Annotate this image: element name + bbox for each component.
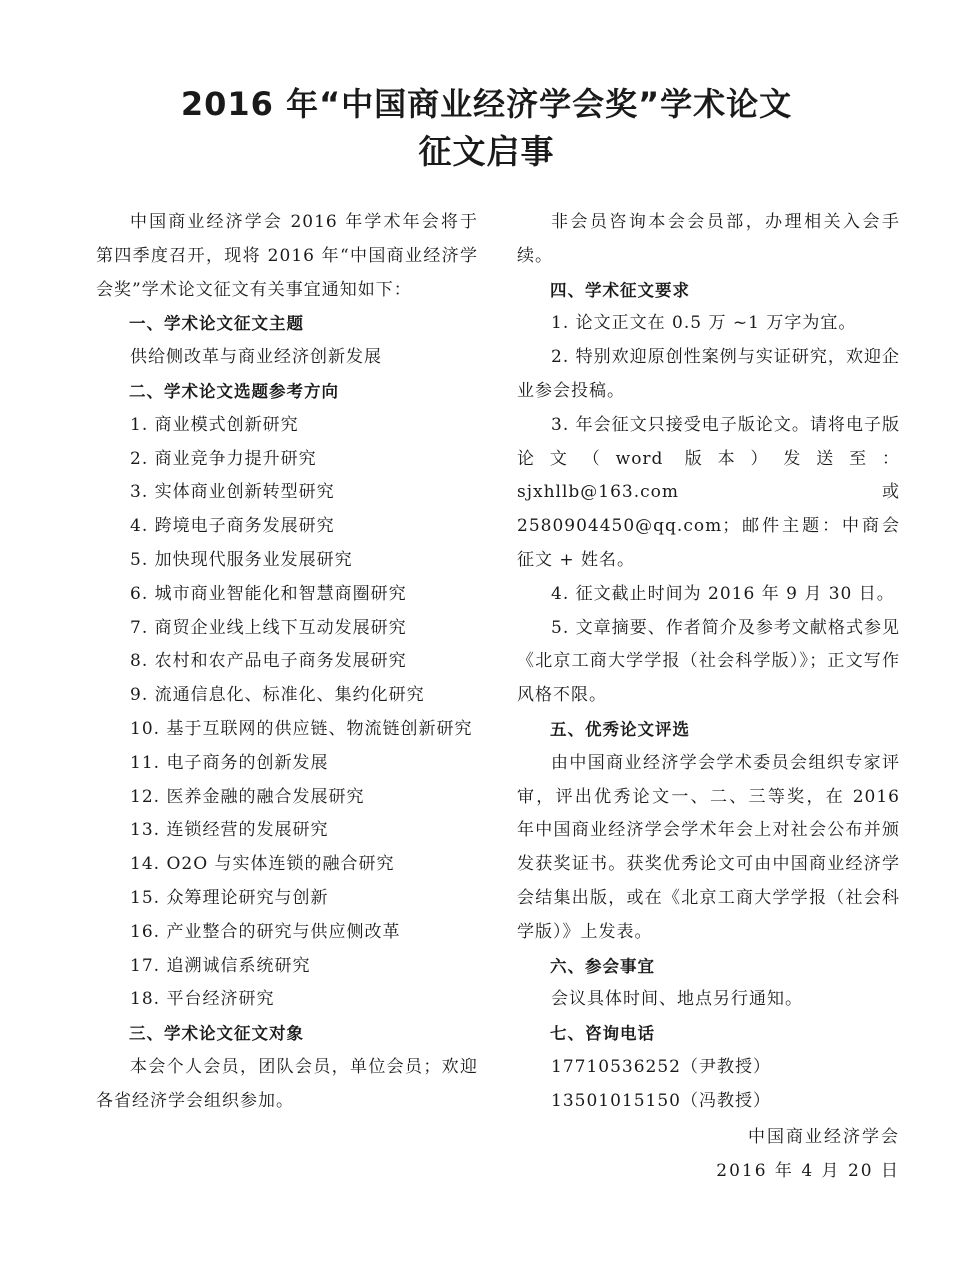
topic-item: 6. 城市商业智能化和智慧商圈研究 — [130, 583, 407, 604]
topic-item: 17. 追溯诚信系统研究 — [130, 955, 311, 976]
topic-item: 10. 基于互联网的供应链、物流链创新研究 — [130, 718, 473, 739]
section-3-continued: 非会员咨询本会会员部，办理相关入会手续。 — [517, 212, 900, 266]
topic-item: 3. 实体商业创新转型研究 — [130, 482, 335, 503]
requirement-3: 3. 年会征文只接受电子版论文。请将电子版论文（word 版本）发送至：sjxhllb@163.com 或 2580904450@qq.com；邮件主题：中商会征文 + 姓名。 — [517, 414, 900, 570]
topic-item: 15. 众筹理论研究与创新 — [130, 887, 329, 908]
section-5-heading: 五、优秀论文评选 — [550, 719, 690, 739]
section-1-heading: 一、学术论文征文主题 — [129, 314, 304, 334]
topic-item: 13. 连锁经营的发展研究 — [130, 820, 329, 841]
section-6-heading: 六、参会事宜 — [550, 956, 655, 976]
topic-item: 18. 平台经济研究 — [130, 989, 275, 1010]
right-column — [517, 206, 900, 1119]
section-6-text: 会议具体时间、地点另行通知。 — [551, 989, 803, 1010]
section-1-text: 供给侧改革与商业经济创新发展 — [130, 347, 382, 368]
contact-phone: 13501015150（冯教授） — [551, 1090, 771, 1111]
requirement-4: 4. 征文截止时间为 2016 年 9 月 30 日。 — [551, 583, 895, 604]
topic-item: 5. 加快现代服务业发展研究 — [130, 549, 353, 570]
topic-item: 4. 跨境电子商务发展研究 — [130, 516, 335, 537]
intro-paragraph: 中国商业经济学会 2016 年学术年会将于第四季度召开，现将 2016 年“中国商业经济学会奖”学术论文征文有关事宜通知如下： — [96, 212, 478, 300]
topic-item: 8. 农村和农产品电子商务发展研究 — [130, 651, 407, 672]
requirement-5: 5. 文章摘要、作者简介及参考文献格式参见《北京工商大学学报（社会科学版）》；正文写作风格不限。 — [517, 617, 900, 706]
contact-phone: 17710536252（尹教授） — [551, 1056, 771, 1077]
topic-item: 14. O2O 与实体连锁的融合研究 — [130, 854, 395, 875]
requirement-1: 1. 论文正文在 0.5 万 ~1 万字为宜。 — [551, 313, 857, 334]
topic-item: 11. 电子商务的创新发展 — [130, 752, 329, 773]
topic-item: 1. 商业模式创新研究 — [130, 414, 299, 435]
topic-item: 12. 医养金融的融合发展研究 — [130, 786, 365, 807]
topic-item: 16. 产业整合的研究与供应侧改革 — [130, 921, 401, 942]
section-2-heading: 二、学术论文选题参考方向 — [129, 381, 339, 401]
doc-subtitle: 征文启事 — [418, 132, 555, 171]
requirement-2: 2. 特别欢迎原创性案例与实证研究，欢迎企业参会投稿。 — [517, 347, 900, 401]
section-4-heading: 四、学术征文要求 — [550, 280, 690, 300]
section-5-text: 由中国商业经济学会学术委员会组织专家评审，评出优秀论文一、二、三等奖，在 2016 年中国商业经济学会学术年会上对社会公布并颁发获奖证书。获奖优秀论文可由中国商业经济学会结集出版，或在《北京工商大学学报（社会科学版）》上发表。 — [517, 752, 900, 942]
section-7-heading: 七、咨询电话 — [550, 1024, 655, 1044]
topic-item: 7. 商贸企业线上线下互动发展研究 — [130, 617, 407, 638]
doc-title: 2016 年“中国商业经济学会奖”学术论文 — [180, 85, 793, 123]
section-3-heading: 三、学术论文征文对象 — [129, 1024, 304, 1044]
topic-item: 9. 流通信息化、标准化、集约化研究 — [130, 685, 425, 706]
left-column — [96, 206, 478, 1119]
signature-org: 中国商业经济学会 — [748, 1127, 900, 1147]
signature-date: 2016 年 4 月 20 日 — [716, 1161, 900, 1181]
section-3-text: 本会个人会员，团队会员，单位会员；欢迎各省经济学会组织参加。 — [96, 1056, 478, 1111]
topic-item: 2. 商业竞争力提升研究 — [130, 448, 317, 469]
